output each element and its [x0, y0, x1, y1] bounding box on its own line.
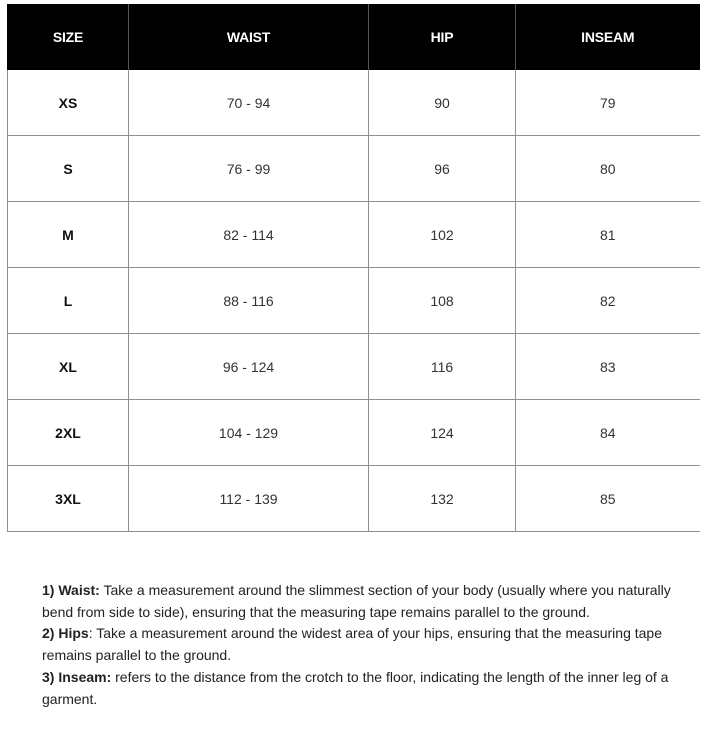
hip-cell: 96: [369, 136, 516, 202]
inseam-cell: 79: [516, 70, 700, 136]
header-size: SIZE: [8, 4, 129, 70]
size-cell: S: [8, 136, 129, 202]
table-row: [8, 136, 700, 202]
inseam-cell: 80: [516, 136, 700, 202]
header-inseam: INSEAM: [516, 4, 700, 70]
note-label: 1) Waist:: [42, 582, 100, 598]
hip-cell: 132: [369, 466, 516, 532]
size-chart-table: [7, 4, 700, 532]
hip-cell: 102: [369, 202, 516, 268]
size-cell: M: [8, 202, 129, 268]
note-text: refers to the distance from the crotch to the floor, indicating the length of the inner leg of a garment.: [42, 668, 669, 707]
waist-cell: 88 - 116: [129, 268, 369, 334]
note-label: 3) Inseam:: [42, 668, 112, 685]
hip-cell: 90: [369, 70, 516, 136]
size-cell: L: [8, 268, 129, 334]
table-row: [8, 400, 700, 466]
table-header-row: [8, 4, 700, 70]
inseam-cell: 85: [516, 466, 700, 532]
size-cell: XS: [8, 70, 129, 136]
hip-cell: 108: [369, 268, 516, 334]
table-row: [8, 202, 700, 268]
waist-cell: 76 - 99: [129, 136, 369, 202]
waist-cell: 70 - 94: [129, 70, 369, 136]
waist-cell: 104 - 129: [129, 400, 369, 466]
note-label: 2) Hips: [42, 625, 89, 642]
waist-cell: 82 - 114: [129, 202, 369, 268]
note-waist: [42, 580, 694, 623]
waist-cell: 112 - 139: [129, 466, 369, 532]
note-hips: [42, 623, 694, 666]
inseam-cell: 82: [516, 268, 700, 334]
hip-cell: 124: [369, 400, 516, 466]
header-hip: HIP: [369, 4, 516, 70]
note-text: Take a measurement around the slimmest section of your body (usually where you naturally bend from side to side), ensuring that the measuring tape remains parallel to the ground.: [42, 582, 671, 620]
hip-cell: 116: [369, 334, 516, 400]
table-row: [8, 466, 700, 532]
inseam-cell: 83: [516, 334, 700, 400]
table-row: [8, 70, 700, 136]
inseam-cell: 81: [516, 202, 700, 268]
inseam-cell: 84: [516, 400, 700, 466]
note-text: : Take a measurement around the widest area of your hips, ensuring that the measuring tape remains parallel to the ground.: [42, 625, 662, 664]
size-cell: XL: [8, 334, 129, 400]
table-row: [8, 268, 700, 334]
measurement-notes: [42, 580, 694, 710]
note-inseam: [42, 667, 694, 710]
header-waist: WAIST: [129, 4, 369, 70]
size-cell: 3XL: [8, 466, 129, 532]
waist-cell: 96 - 124: [129, 334, 369, 400]
size-cell: 2XL: [8, 400, 129, 466]
table-row: [8, 334, 700, 400]
